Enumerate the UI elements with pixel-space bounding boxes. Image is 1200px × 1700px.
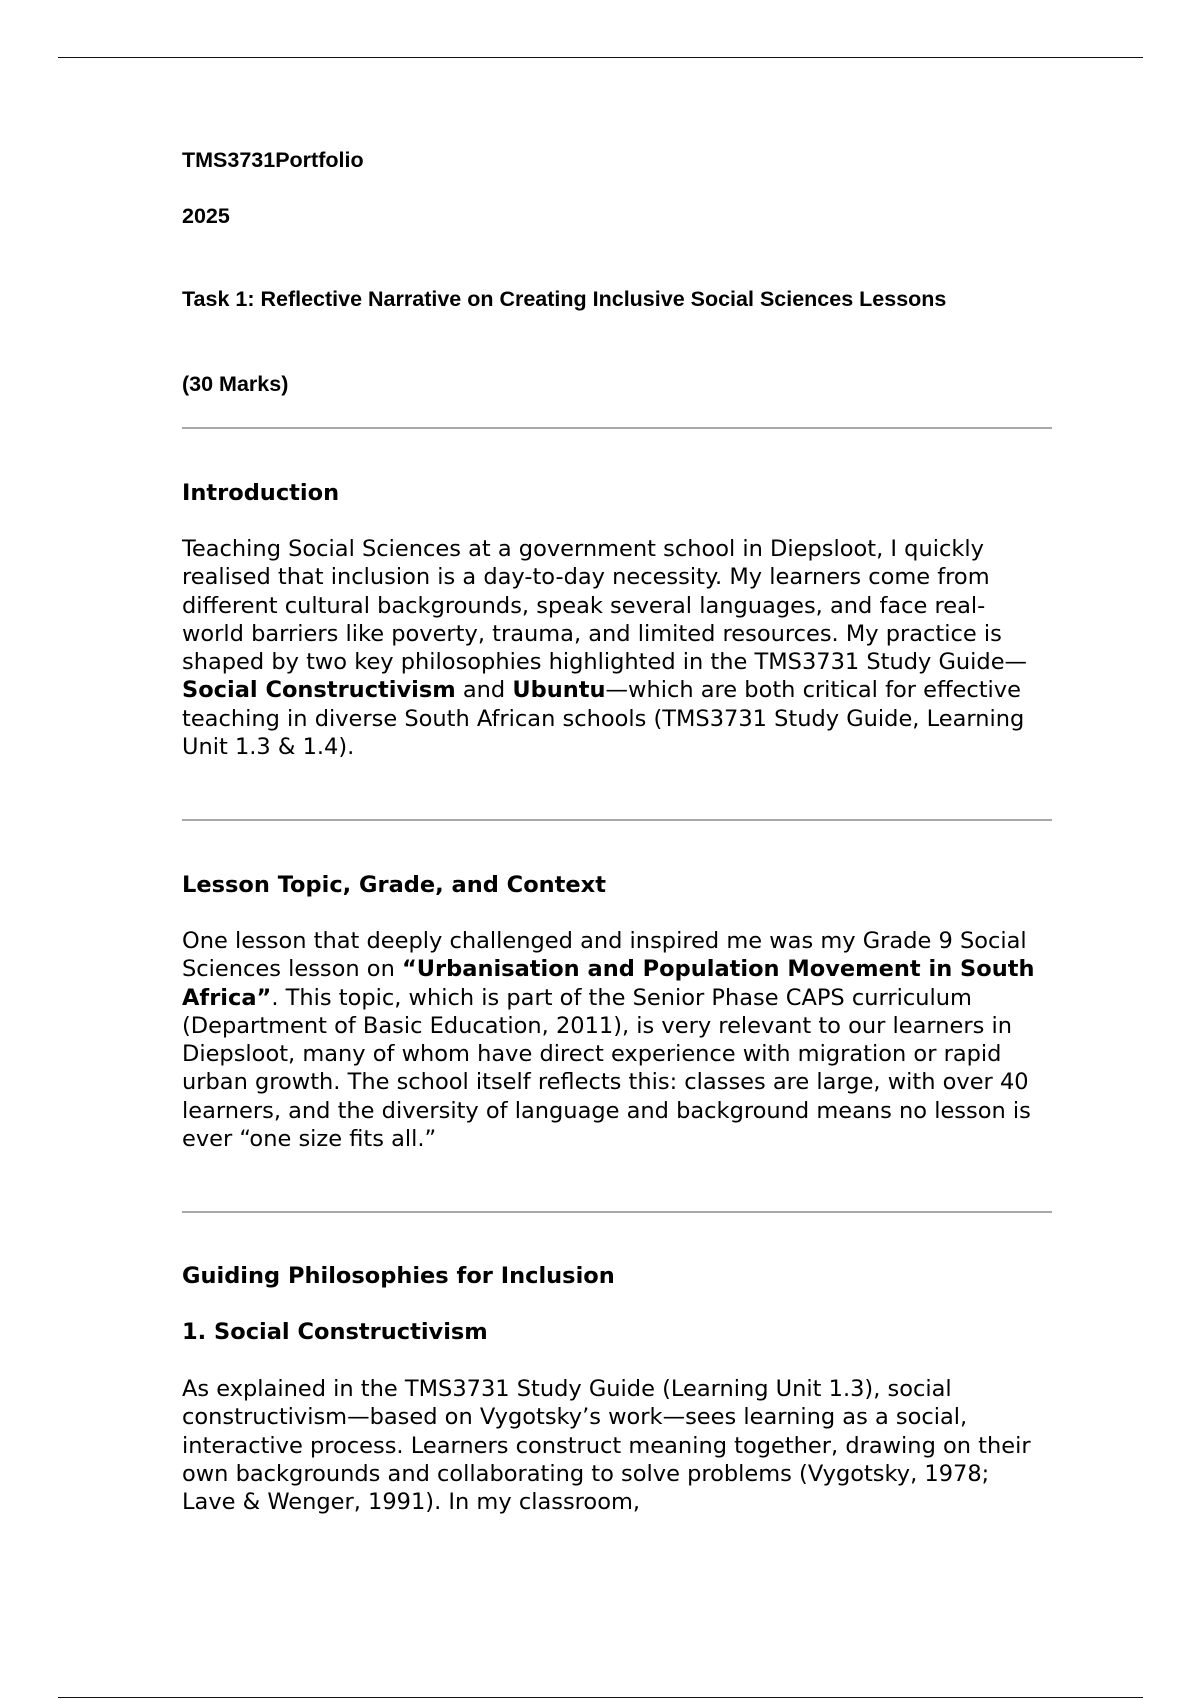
- bold-lesson-title: “Urbanisation and Population Movement in South Africa”: [182, 956, 1035, 1011]
- section-divider: [182, 427, 1052, 429]
- section-heading-philosophies: Guiding Philosophies for Inclusion: [182, 1263, 615, 1289]
- section-divider: [182, 819, 1052, 821]
- bold-social-constructivism: Social Constructivism: [182, 677, 456, 704]
- page-top-rule: [58, 57, 1143, 58]
- lesson-context-paragraph: One lesson that deeply challenged and inspired me was my Grade 9 Social Sciences lesson on “Urbanisation and Population Movement in South Africa”. This topic, which is part of the Senior Phase CAPS curriculum (Department of Basic Education, 2011), is very relevant to our learners in Diepsloot, many of whom have direct experience with migration or rapid urban growth. The school itself reflects this: classes are large, with over 40 learners, and the diversity of language and background means no lesson is ever “one size fits all.”: [182, 928, 1035, 1153]
- introduction-paragraph: Teaching Social Sciences at a government school in Diepsloot, I quickly realised that inclusion is a day-to-day necessity. My learners come from different cultural backgrounds, speak several languages, and face real-world barriers like poverty, trauma, and limited resources. My practice is shaped by two key philosophies highlighted in the TMS3731 Study Guide—Social Constructivism and Ubuntu—which are both critical for effective teaching in diverse South African schools (TMS3731 Study Guide, Learning Unit 1.3 & 1.4).: [182, 536, 1028, 761]
- section-heading-introduction: Introduction: [182, 480, 340, 506]
- course-code: TMS3731Portfolio: [182, 148, 364, 172]
- task-title: Task 1: Reflective Narrative on Creating Inclusive Social Sciences Lessons: [182, 287, 947, 311]
- social-constructivism-paragraph: As explained in the TMS3731 Study Guide (Learning Unit 1.3), social constructivism—based on Vygotsky’s work—sees learning as a social, interactive process. Learners construct meaning together, drawing on their own backgrounds and collaborating to solve problems (Vygotsky, 1978; Lave & Wenger, 1991). In my classroom,: [182, 1376, 1031, 1516]
- subheading-social-constructivism: 1. Social Constructivism: [182, 1319, 488, 1345]
- section-heading-lesson-topic: Lesson Topic, Grade, and Context: [182, 872, 606, 898]
- marks-label: (30 Marks): [182, 372, 289, 396]
- year: 2025: [182, 204, 230, 228]
- section-divider: [182, 1211, 1052, 1213]
- page-bottom-rule: [58, 1697, 1143, 1698]
- bold-ubuntu: Ubuntu: [512, 677, 606, 704]
